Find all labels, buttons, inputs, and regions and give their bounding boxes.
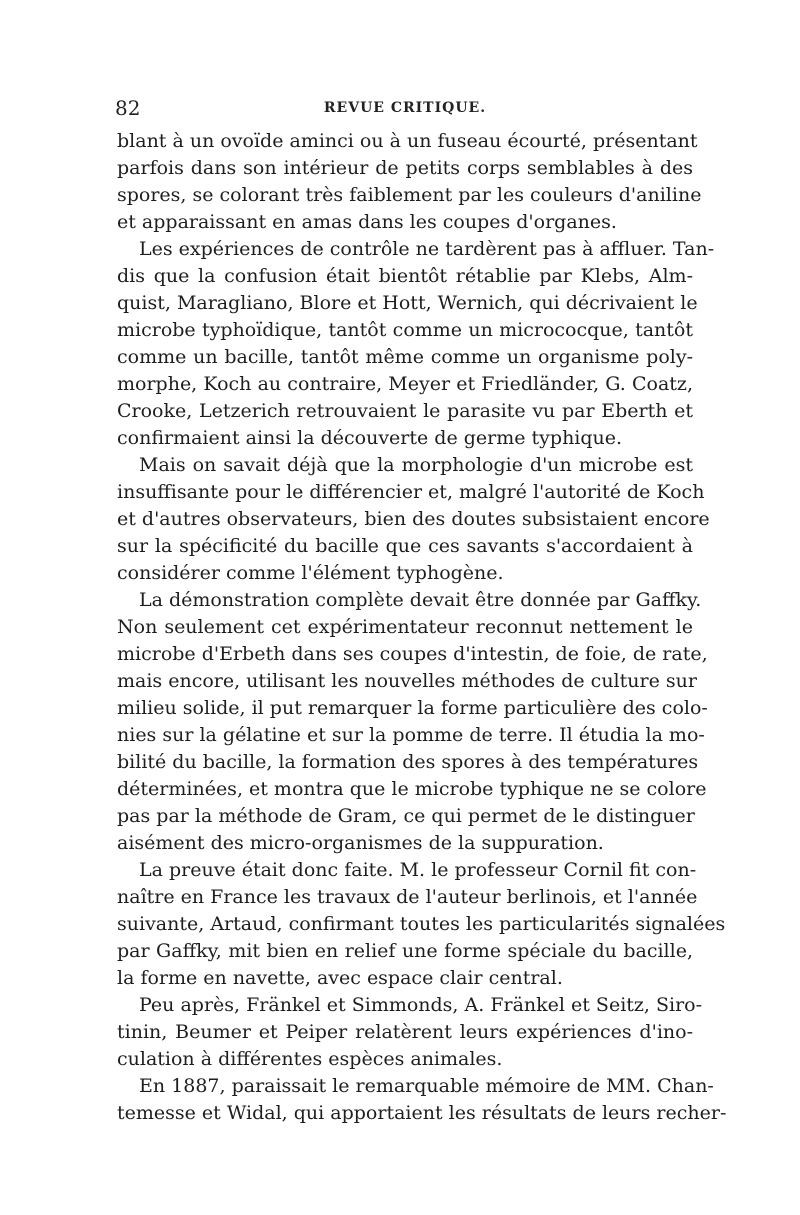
- text-line: culation à différentes espèces animales.: [117, 1048, 503, 1070]
- text-line: tinin, Beumer et Peiper relatèrent leurs expériences d'ino-: [117, 1021, 693, 1043]
- text-line: comme un bacille, tantôt même comme un organisme poly-: [117, 346, 693, 368]
- text-line: morphe, Koch au contraire, Meyer et Friedländer, G. Coatz,: [117, 373, 693, 395]
- text-line: Crooke, Letzerich retrouvaient le parasite vu par Eberth et: [117, 400, 693, 422]
- text-line: considérer comme l'élément typhogène.: [117, 562, 504, 584]
- text-line: La preuve était donc faite. M. le professeur Cornil fit con-: [139, 859, 697, 881]
- text-line: milieu solide, il put remarquer la forme particulière des colo-: [117, 697, 708, 719]
- text-line: et d'autres observateurs, bien des doutes subsistaient encore: [117, 508, 710, 530]
- text-line: sur la spécificité du bacille que ces savants s'accordaient à: [117, 535, 693, 557]
- text-line: spores, se colorant très faiblement par les couleurs d'aniline: [117, 184, 702, 206]
- text-line: mais encore, utilisant les nouvelles méthodes de culture sur: [117, 670, 697, 692]
- text-line: Les expériences de contrôle ne tardèrent pas à affluer. Tan-: [139, 238, 715, 260]
- text-line: insuffisante pour le différencier et, malgré l'autorité de Koch: [117, 481, 705, 503]
- text-line: bilité du bacille, la formation des spores à des températures: [117, 751, 699, 773]
- text-line: quist, Maragliano, Blore et Hott, Wernich, qui décrivaient le: [117, 292, 698, 314]
- running-head: REVUE CRITIQUE.: [323, 100, 487, 116]
- text-line: par Gaffky, mit bien en relief une forme spéciale du bacille,: [117, 940, 693, 962]
- text-line: pas par la méthode de Gram, ce qui permet de le distinguer: [117, 805, 695, 827]
- text-line: temesse et Widal, qui apportaient les résultats de leurs recher-: [117, 1102, 727, 1124]
- text-line: Peu après, Fränkel et Simmonds, A. Fränkel et Seitz, Siro-: [139, 994, 703, 1016]
- text-line: naître en France les travaux de l'auteur berlinois, et l'année: [117, 886, 698, 908]
- text-line: nies sur la gélatine et sur la pomme de terre. Il étudia la mo-: [117, 724, 705, 746]
- page-header: [115, 96, 695, 122]
- text-line: blant à un ovoïde aminci ou à un fuseau écourté, présentant: [117, 130, 698, 152]
- text-line: déterminées, et montra que le microbe typhique ne se colore: [117, 778, 707, 800]
- text-line: Non seulement cet expérimentateur reconnut nettement le: [117, 616, 693, 638]
- text-line: parfois dans son intérieur de petits corps semblables à des: [117, 157, 693, 179]
- text-line: dis que la confusion était bientôt rétablie par Klebs, Alm-: [117, 265, 693, 287]
- text-line: La démonstration complète devait être donnée par Gaffky.: [139, 589, 702, 611]
- text-line: aisément des micro-organismes de la suppuration.: [117, 832, 604, 854]
- text-line: microbe d'Erbeth dans ses coupes d'intestin, de foie, de rate,: [117, 643, 708, 665]
- text-line: la forme en navette, avec espace clair central.: [117, 967, 563, 989]
- text-line: En 1887, paraissait le remarquable mémoire de MM. Chan-: [139, 1075, 714, 1097]
- body-text: [117, 128, 727, 1127]
- text-line: Mais on savait déjà que la morphologie d'un microbe est: [139, 454, 693, 476]
- text-line: microbe typhoïdique, tantôt comme un micrococque, tantôt: [117, 319, 693, 341]
- page-number: 82: [115, 96, 141, 120]
- text-line: suivante, Artaud, confirmant toutes les particularités signalées: [117, 913, 726, 935]
- text-line: confirmaient ainsi la découverte de germe typhique.: [117, 427, 623, 449]
- text-line: et apparaissant en amas dans les coupes d'organes.: [117, 211, 617, 233]
